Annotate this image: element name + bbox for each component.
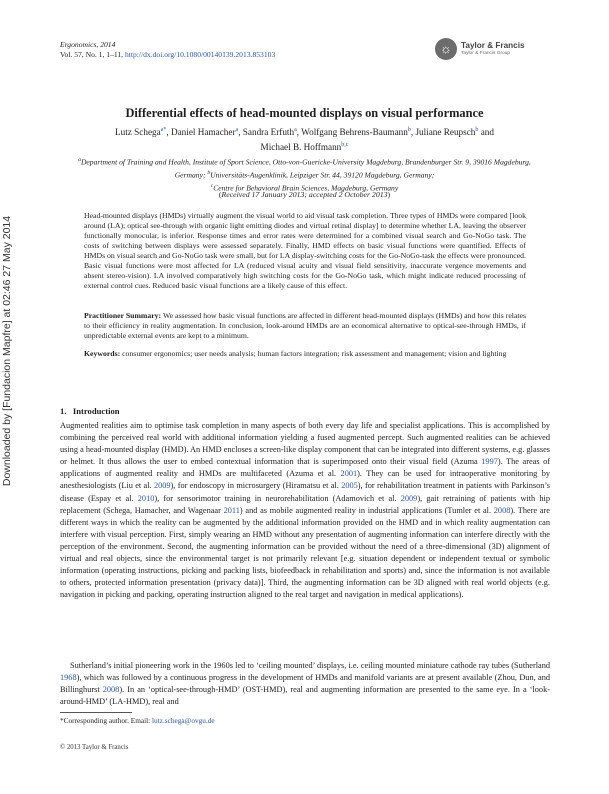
affiliation-text: Centre for Behavioral Brain Sciences, Magdeburg, Germany bbox=[213, 183, 399, 193]
abstract: Head-mounted displays (HMDs) virtually augment the visual world to aid visual task completion. Three types of HMDs were compared [look around (LA); optical see-through with organic light emitting diodes and virtual retinal display] to determine whether LA, leaving the observer functionally monocular, is inferior. Response times and error rates were determined for a combined visual search and Go-NoGo task. The costs of switching between displays were assessed separately. Finally, HMD effects on basic visual functions were quantified. Effects of HMDs on visual search and Go-NoGo task were small, but for LA display-switching costs for the Go-NoGo-task the effects were pronounced. Basic visual functions were most affected for LA (reduced visual acuity and visual field sensitivity, inaccurate vergence movements and absent stereo-vision). LA involved comparatively high switching costs for the Go-NoGo task, which might indicate reduced processing of external control cues. Reduced basic visual functions are a likely cause of this effect. bbox=[84, 211, 526, 290]
section-heading bbox=[60, 406, 120, 416]
affiliation-marker: b bbox=[207, 170, 211, 177]
footnote-divider bbox=[60, 712, 132, 713]
practitioner-summary-text: We assessed how basic visual functions are affected in different head-mounted displays (HMDs) and how this relates to their efficiency in reality augmentation. In conclusion, look-around HMDs are an economical alternative to optical-see-through HMDs, if unpredictable external events are kept to a minimum. bbox=[84, 311, 526, 340]
publisher-logo bbox=[435, 38, 555, 62]
journal-citation bbox=[60, 50, 275, 60]
body-text: ). They can be used for intraoperative monitoring by anesthesiologists (Liu et al. bbox=[60, 469, 550, 491]
body-paragraph bbox=[60, 660, 550, 708]
affiliation-text: Department of Training and Health, Institute of Sport Science, Otto-von-Guericke-University Magdeburg, Brandenburger Str. 9, 39016 Magdeburg, Germany; bbox=[80, 157, 531, 180]
author-affiliation-link[interactable]: b,c bbox=[341, 142, 349, 149]
journal-volume: Vol. 57, No. 1, 1–11, bbox=[60, 50, 124, 59]
lamp-icon: ☼ bbox=[435, 38, 457, 60]
received-open-paren: ( bbox=[218, 190, 222, 199]
affiliation-marker: c bbox=[210, 183, 214, 190]
body-text: ). There are different ways in which the reality can be augmented by the additional information provided on the HMD and in which reality augmentation can interfere with visual perception. First, simply wearing an HMD without any presentation of augmenting information can interfere directly with the perception of the environment. Second, the augmenting information can be provided without the need of a three-dimensional (3D) alignment of virtual and real objects, since the environmental target is not primarily relevant [e.g. situation dependent or independent textual or symbolic information (operating instructions, picking and packing lists, biofeedback in rehabilitation and sports) and, since the information is not available to others, protected information presentation (privacy data)]. Third, the augmenting information can be 3D aligned with real world objects (e.g. navigation in picking and packing, operating instruction aligned to the real target and navigation in medical applications). bbox=[60, 505, 550, 600]
publisher-group: Taylor & Francis Group bbox=[461, 51, 511, 56]
author-name: Michael B. Hoffmann bbox=[260, 142, 342, 153]
practitioner-summary bbox=[84, 311, 526, 341]
received-dates bbox=[0, 190, 609, 199]
doi-link[interactable]: http://dx.doi.org/10.1080/00140139.2013.853103 bbox=[124, 50, 276, 59]
author-affiliation-link[interactable]: a* bbox=[160, 127, 167, 133]
journal-header bbox=[60, 40, 275, 60]
citation-link[interactable]: 1997 bbox=[481, 457, 498, 467]
practitioner-summary-label: Practitioner Summary: bbox=[84, 311, 162, 320]
citation-link[interactable]: 1968 bbox=[60, 673, 77, 683]
body-text: ), which was followed by a continuous progress in the development of HMDs and manifold variants are at present available (Zhou, Dun, and Billinghurst bbox=[60, 673, 550, 695]
author-affiliation-link[interactable]: b bbox=[475, 127, 479, 133]
author-name: , Sandra Erfuth bbox=[238, 127, 295, 138]
author-list bbox=[70, 124, 539, 154]
citation-link[interactable]: 2009 bbox=[153, 481, 171, 491]
section-number: 1. bbox=[60, 406, 67, 416]
body-text: ) and as mobile augmented reality in industrial applications (Tumler et al. bbox=[239, 505, 494, 515]
footnote-label: *Corresponding author. Email: bbox=[60, 716, 153, 725]
body-text: ), for sensorimotor training in neurorehabilitation (Adamovich et al. bbox=[154, 493, 401, 503]
body-text: ), for rehabilitation treatment in patients with Parkinson’s disease (Espay et al. bbox=[60, 481, 550, 503]
citation-link[interactable]: 2008 bbox=[493, 505, 511, 515]
body-text: ), gait retraining of patients with hip replacement (Schega, Hamacher, and Wagenaar bbox=[60, 493, 550, 515]
email-link[interactable]: lutz.schega@ovgu.de bbox=[152, 716, 215, 725]
download-watermark: Downloaded by [Fundacion Mapfre] at 02:46 27 May 2014 bbox=[1, 215, 13, 487]
body-text: Sutherland’s initial pioneering work in the 1960s led to ‘ceiling mounted’ displays, i.e. ceiling mounted miniature cathode ray tubes (Sutherland bbox=[70, 661, 550, 670]
corresponding-author-footnote bbox=[60, 716, 215, 725]
affiliation-marker: a bbox=[78, 157, 81, 163]
author-name: , Juliane Reupsch bbox=[410, 127, 476, 138]
author-affiliation-link[interactable]: a bbox=[235, 127, 239, 133]
body-text: ). In an ‘optical-see-through-HMD’ (OST-HMD), real and augmenting information are presented to the same eye. In a ‘look-around-HMD’ (LA-HMD), real and bbox=[60, 685, 550, 707]
author-affiliation-link[interactable]: a bbox=[294, 127, 297, 133]
journal-name: Ergonomics, 2014 bbox=[60, 40, 116, 49]
affiliations bbox=[70, 155, 539, 194]
body-text: Augmented realities aim to optimise task completion in many aspects of both every day life and specialist applications. This is accomplished by combining the perceived real world with additional information yielding a fused augmented percept. Such augmented realities can be achieved using a head-mounted display (HMD). An HMD encloses a screen-like display component that can be integrated into different systems, e.g. glasses or helmet. It thus allows the user to embed contextual information that is superimposed onto their visual field (Azuma bbox=[60, 421, 550, 467]
citation-link[interactable]: 2001 bbox=[340, 469, 358, 479]
body-paragraph bbox=[60, 420, 550, 601]
author-name: , Wolfgang Behrens-Baumann bbox=[296, 127, 408, 138]
keywords bbox=[84, 349, 526, 359]
body-text: ). The areas of applications of augmented reality and HMDs are multifaceted (Azuma et al. bbox=[60, 457, 550, 479]
author-separator: and bbox=[478, 127, 494, 138]
body-text: ), for endoscopy in microsurgery (Hiramatsu et al. bbox=[170, 481, 342, 491]
affiliation-text: Universitäts-Augenklinik, Leipziger Str. 44, 39120 Magdeburg, Germany; bbox=[210, 170, 435, 180]
author-name: Lutz Schega bbox=[115, 127, 161, 138]
copyright-notice: © 2013 Taylor & Francis bbox=[60, 744, 129, 751]
author-affiliation-link[interactable]: b bbox=[407, 127, 411, 133]
citation-link[interactable]: 2008 bbox=[102, 685, 120, 695]
keywords-text: consumer ergonomics; user needs analysis; human factors integration; risk assessment and management; vision and lighting bbox=[120, 349, 507, 358]
keywords-label: Keywords: bbox=[84, 349, 121, 358]
publisher-name: Taylor & Francis bbox=[461, 41, 525, 50]
author-name: , Daniel Hamacher bbox=[166, 127, 236, 138]
citation-link[interactable]: 2011 bbox=[223, 505, 240, 515]
section-title: Introduction bbox=[72, 406, 120, 416]
citation-link[interactable]: 2005 bbox=[341, 481, 358, 491]
received-close-paren: ) bbox=[387, 190, 391, 199]
received-text: Received 17 January 2013; accepted 2 October 2013 bbox=[221, 190, 388, 199]
paper-title: Differential effects of head-mounted displays on visual performance bbox=[125, 106, 484, 120]
citation-link[interactable]: 2010 bbox=[137, 493, 155, 503]
citation-link[interactable]: 2009 bbox=[400, 493, 418, 503]
